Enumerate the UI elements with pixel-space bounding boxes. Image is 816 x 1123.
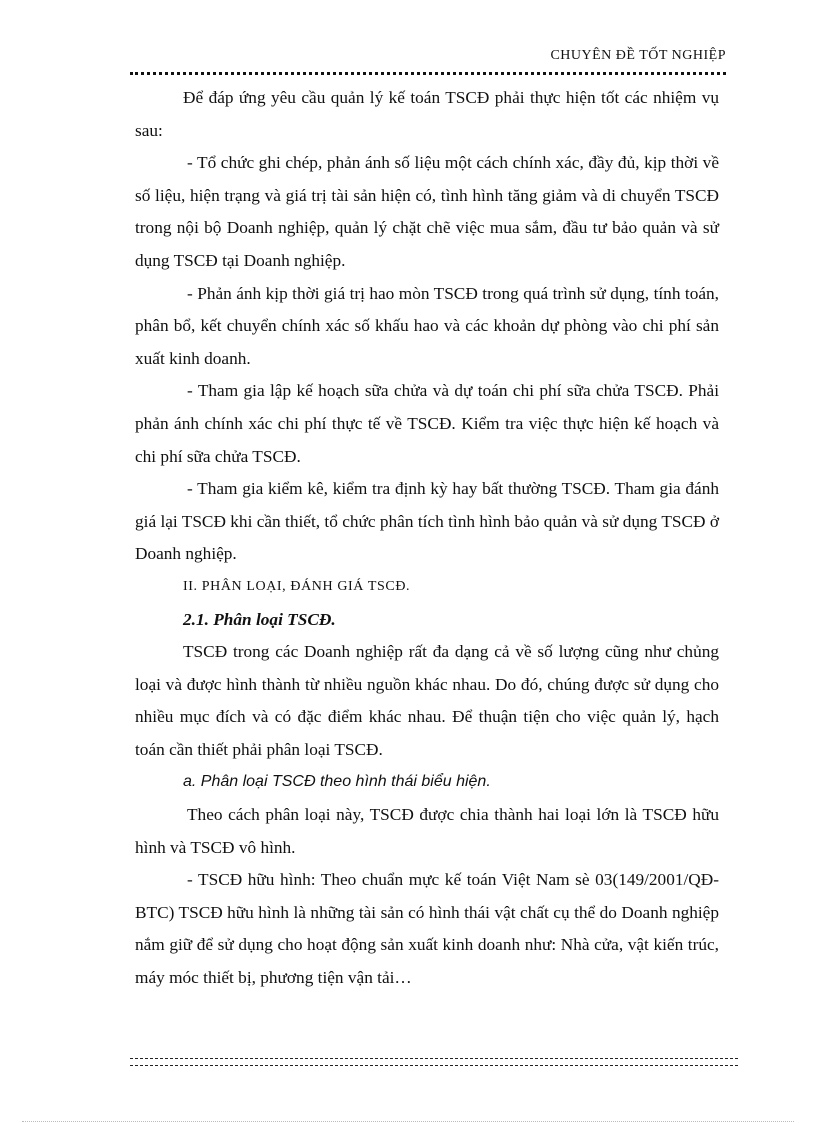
header-title: CHUYÊN ĐỀ TỐT NGHIỆP — [550, 48, 726, 63]
item-heading-a: a. Phân loại TSCĐ theo hình thái biểu hiện. — [183, 773, 491, 791]
document-body — [135, 82, 719, 995]
section-heading: II. PHÂN LOẠI, ĐÁNH GIÁ TSCĐ. — [183, 578, 411, 594]
page-header — [130, 48, 726, 80]
header-divider — [130, 72, 726, 75]
paragraph-tangible: - TSCĐ hữu hình: Theo chuẩn mực kế toán Việt Nam sè 03(149/2001/QĐ-BTC) TSCĐ hữu hình là những tài sản có hình thái vật chất cụ thể do Doanh nghiệp nắm giữ để sử dụng cho hoạt động sản xuất kinh doanh như: Nhà cửa, vật kiến trúc, máy móc thiết bị, phương tiện vận tải… — [135, 870, 719, 988]
paragraph-task-1: - Tổ chức ghi chép, phản ánh số liệu một cách chính xác, đầy đủ, kịp thời về số liệu, hiện trạng và giá trị tài sản hiện có, tình hình tăng giảm và di chuyển TSCĐ trong nội bộ Doanh nghiệp, quản lý chặt chẽ việc mua sắm, đầu tư bảo quản và sử dụng TSCĐ tại Doanh nghiệp. — [135, 153, 719, 270]
paragraph-two-types: Theo cách phân loại này, TSCĐ được chia thành hai loại lớn là TSCĐ hữu hình và TSCĐ vô hình. — [135, 805, 719, 857]
subsection-heading: 2.1. Phân loại TSCĐ. — [183, 609, 336, 629]
paragraph-intro: Để đáp ứng yêu cầu quản lý kế toán TSCĐ phải thực hiện tốt các nhiệm vụ sau: — [135, 88, 719, 140]
paragraph-task-4: - Tham gia kiểm kê, kiểm tra định kỳ hay bất thường TSCĐ. Tham gia đánh giá lại TSCĐ khi cần thiết, tổ chức phân tích tình hình bảo quản và sử dụng TSCĐ ở Doanh nghiệp. — [135, 479, 719, 564]
paragraph-task-3: - Tham gia lập kế hoạch sữa chửa và dự toán chi phí sữa chửa TSCĐ. Phải phản ánh chính xác chi phí thực tế về TSCĐ. Kiểm tra việc thực hiện kế hoạch và chi phí sữa chửa TSCĐ. — [135, 381, 719, 466]
paragraph-task-2: - Phản ánh kịp thời giá trị hao mòn TSCĐ trong quá trình sử dụng, tính toán, phân bổ, kết chuyển chính xác số khấu hao và các khoản dự phòng vào chi phí sản xuất kinh doanh. — [135, 283, 719, 368]
page-bottom-edge — [22, 1121, 794, 1122]
paragraph-classification: TSCĐ trong các Doanh nghiệp rất đa dạng cả về số lượng cũng như chủng loại và được hình thành từ nhiều nguồn khác nhau. Do đó, chúng được sử dụng cho nhiều mục đích và có đặc điểm khác nhau. Để thuận tiện cho việc quản lý, hạch toán cần thiết phải phân loại TSCĐ. — [135, 642, 719, 759]
footer-divider — [130, 1058, 738, 1066]
